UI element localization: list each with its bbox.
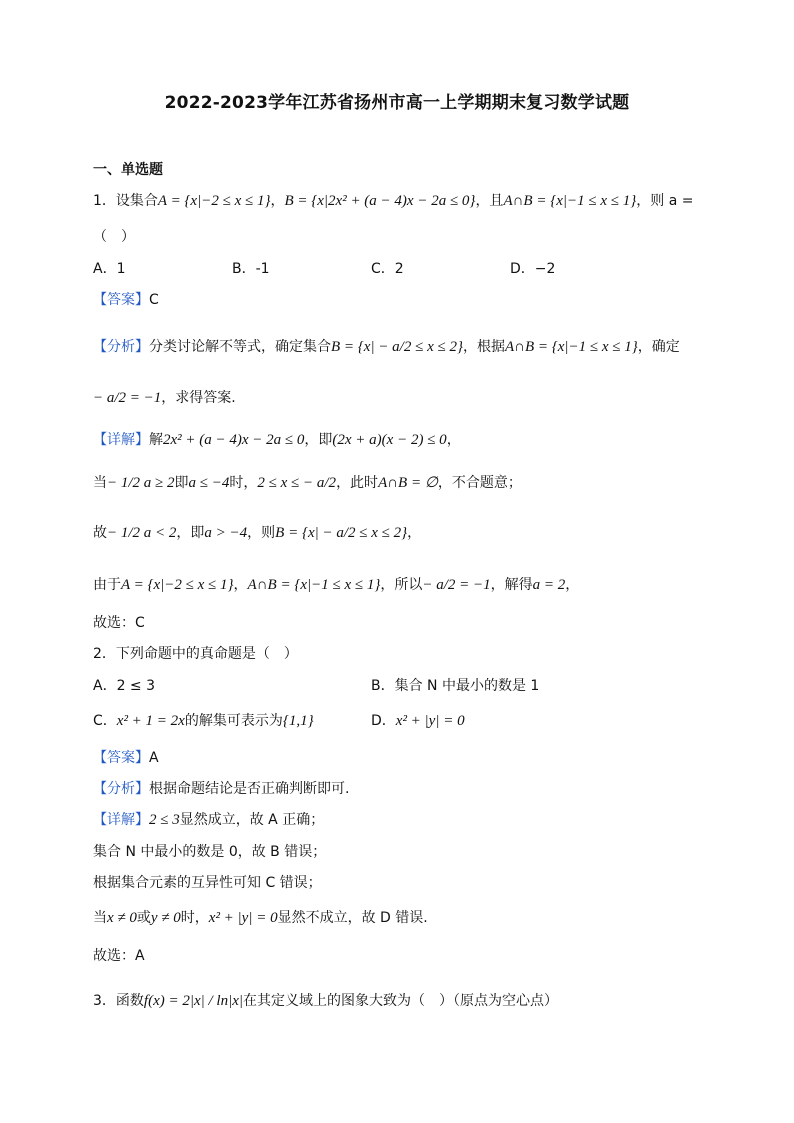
q1-detail-3: 故− 1/2 a < 2，即a > −4，则B = {x| − a/2 ≤ x ≤ 2}， — [93, 525, 422, 541]
q1-detail-2: 当− 1/2 a ≥ 2即a ≤ −4时，2 ≤ x ≤ − a/2，此时A∩B = ∅，不合题意； — [93, 475, 522, 491]
q1-detail-4: 由于A = {x|−2 ≤ x ≤ 1}，A∩B = {x|−1 ≤ x ≤ 1}，所以− a/2 = −1，解得a = 2， — [93, 577, 580, 593]
section-heading: 一、单选题 — [93, 162, 163, 178]
q2-option-a: A．2 ≤ 3 — [93, 678, 156, 694]
q1-option-b: B．-1 — [232, 261, 270, 277]
q2-detail-1: 【详解】2 ≤ 3显然成立，故 A 正确； — [93, 812, 325, 828]
q1-stem: 1．设集合A = {x|−2 ≤ x ≤ 1}，B = {x|2x² + (a − 4)x − 2a ≤ 0}，且A∩B = {x|−1 ≤ x ≤ 1}，则 a = — [93, 193, 694, 209]
q1-analysis-cont: − a/2 = −1，求得答案. — [93, 390, 236, 406]
q1-conclusion: 故选：C — [93, 615, 145, 631]
q1-detail-1: 【详解】解2x² + (a − 4)x − 2a ≤ 0，即(2x + a)(x − 2) ≤ 0， — [93, 432, 461, 448]
q1-analysis: 【分析】分类讨论解不等式，确定集合B = {x| − a/2 ≤ x ≤ 2}，根据A∩B = {x|−1 ≤ x ≤ 1}，确定 — [93, 339, 680, 355]
q1-answer: 【答案】C — [93, 292, 159, 308]
q2-stem: 2．下列命题中的真命题是（ ） — [93, 646, 298, 662]
q1-option-c: C．2 — [371, 261, 404, 277]
q3-stem: 3．函数f(x) = 2|x| / ln|x|在其定义域上的图象大致为（ ）（原点为空心点） — [93, 993, 559, 1009]
q2-conclusion: 故选：A — [93, 948, 145, 964]
q1-option-d: D．−2 — [510, 261, 556, 277]
q2-option-c: C．x² + 1 = 2x的解集可表示为{1,1} — [93, 713, 314, 729]
q2-detail-3: 根据集合元素的互异性可知 C 错误； — [93, 875, 322, 891]
q2-answer: 【答案】A — [93, 750, 159, 766]
q2-option-b: B．集合 N 中最小的数是 1 — [371, 678, 540, 694]
q1-option-a: A．1 — [93, 261, 126, 277]
q2-detail-2: 集合 N 中最小的数是 0，故 B 错误； — [93, 844, 327, 860]
q1-paren: （ ） — [93, 229, 135, 245]
q2-detail-4: 当x ≠ 0或y ≠ 0时，x² + |y| = 0显然不成立，故 D 错误. — [93, 910, 428, 926]
q2-option-d: D．x² + |y| = 0 — [371, 713, 465, 729]
q2-analysis: 【分析】根据命题结论是否正确判断即可. — [93, 781, 350, 797]
page-title: 2022-2023学年江苏省扬州市高一上学期期末复习数学试题 — [164, 93, 630, 113]
